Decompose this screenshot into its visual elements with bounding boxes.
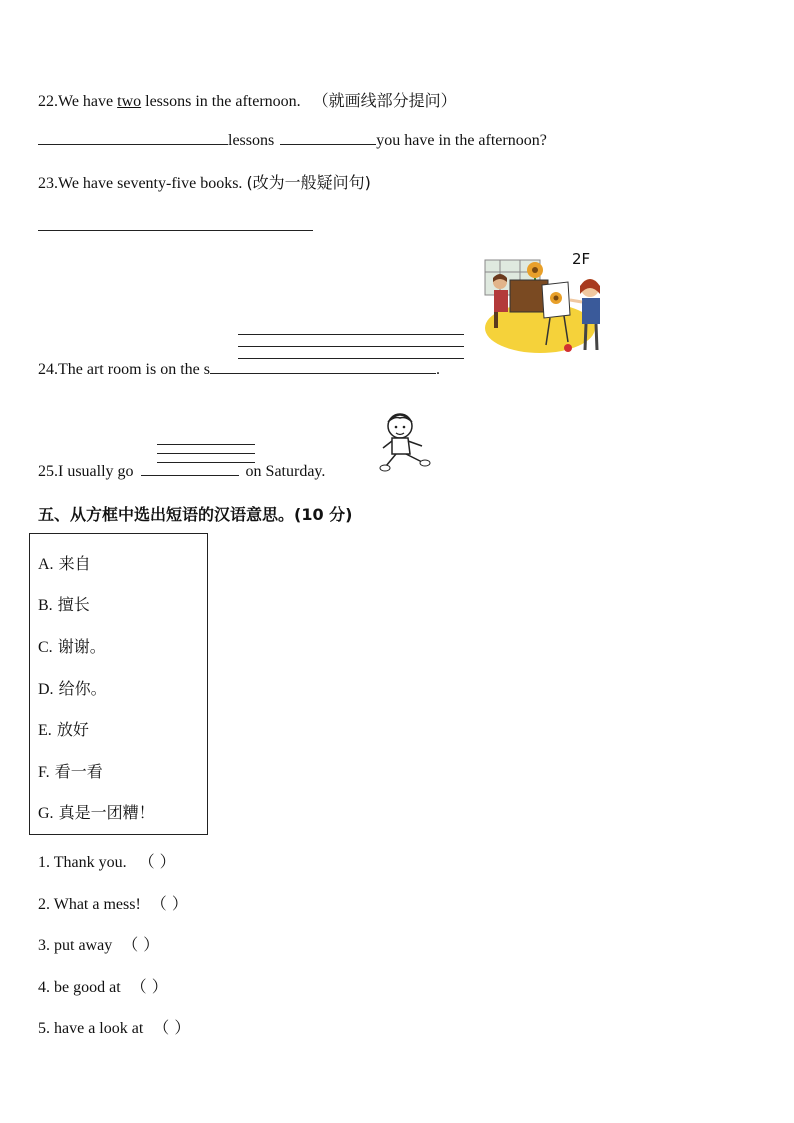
option-letter: D. xyxy=(38,681,54,698)
q22-answer-end: you have in the afternoon? xyxy=(376,132,547,149)
answer-parentheses[interactable]: （ ） xyxy=(130,977,168,996)
q25-line-1[interactable] xyxy=(157,444,255,445)
option-text: 谢谢。 xyxy=(57,637,106,656)
art-room-illustration xyxy=(480,250,615,370)
option-c xyxy=(38,634,106,657)
q23-question xyxy=(38,170,371,193)
q22-underlined-word: two xyxy=(117,93,142,110)
q22-blank-2[interactable] xyxy=(280,130,376,145)
running-boy-illustration xyxy=(378,408,434,474)
option-text: 真是一团糟！ xyxy=(58,803,155,822)
option-f xyxy=(38,759,103,782)
q22-question xyxy=(38,88,457,111)
q25-text-pre: 25.I usually go xyxy=(38,463,134,480)
option-text: 看一看 xyxy=(54,762,103,781)
q22-text-pre: We have xyxy=(58,93,118,110)
match-question-5 xyxy=(38,1015,190,1038)
floor-label: 2F xyxy=(572,250,591,268)
answer-parentheses[interactable]: （ ） xyxy=(138,852,176,871)
option-letter: F. xyxy=(38,764,50,781)
match-question-text: 1. Thank you. xyxy=(38,854,127,871)
option-text: 给你。 xyxy=(58,679,107,698)
option-letter: G. xyxy=(38,805,54,822)
answer-parentheses[interactable]: （ ） xyxy=(122,935,160,954)
match-question-text: 4. be good at xyxy=(38,979,121,996)
q25-line-2[interactable] xyxy=(157,453,255,454)
option-letter: B. xyxy=(38,597,53,614)
q24-period: . xyxy=(435,361,440,378)
q22-answer-lessons: lessons xyxy=(228,132,275,149)
q25-line-4[interactable] xyxy=(141,461,239,476)
match-question-2 xyxy=(38,891,188,914)
answer-parentheses[interactable]: （ ） xyxy=(150,894,188,913)
match-question-text: 5. have a look at xyxy=(38,1020,144,1037)
q23-instruction: (改为一般疑问句) xyxy=(246,173,371,192)
section5-heading: 五、从方框中选出短语的汉语意思。(10 分) xyxy=(38,505,353,524)
q24-question xyxy=(38,359,440,379)
match-question-1 xyxy=(38,849,176,872)
q24-line-2[interactable] xyxy=(238,346,464,347)
option-text: 来自 xyxy=(58,554,91,573)
option-a xyxy=(38,551,91,574)
q22-answer-line xyxy=(38,130,547,150)
option-letter: C. xyxy=(38,639,53,656)
match-question-text: 2. What a mess! xyxy=(38,896,141,913)
q25-question xyxy=(38,461,325,481)
q24-line-1[interactable] xyxy=(238,334,464,335)
q22-instruction: （就画线部分提问） xyxy=(312,91,457,110)
q22-blank-1[interactable] xyxy=(38,130,228,145)
match-question-4 xyxy=(38,974,168,997)
option-g xyxy=(38,800,155,823)
option-text: 擅长 xyxy=(57,595,90,614)
q24-text: 24.The art room is on the s xyxy=(38,361,210,378)
q22-number: 22. xyxy=(38,93,58,110)
q23-text: 23.We have seventy-five books. xyxy=(38,175,243,192)
match-question-text: 3. put away xyxy=(38,937,113,954)
option-b xyxy=(38,592,90,615)
answer-parentheses[interactable]: （ ） xyxy=(153,1018,191,1037)
q22-text-post: lessons in the afternoon. xyxy=(141,93,301,110)
option-letter: A. xyxy=(38,556,54,573)
q25-text-post: on Saturday. xyxy=(245,463,326,480)
option-text: 放好 xyxy=(56,720,89,739)
running-boy-picture xyxy=(378,408,434,474)
option-d xyxy=(38,676,107,699)
option-e xyxy=(38,717,89,740)
q23-answer-line[interactable] xyxy=(38,230,313,231)
art-room-picture xyxy=(480,250,615,370)
q24-line-4[interactable] xyxy=(210,359,436,374)
option-letter: E. xyxy=(38,722,52,739)
match-question-3 xyxy=(38,932,159,955)
